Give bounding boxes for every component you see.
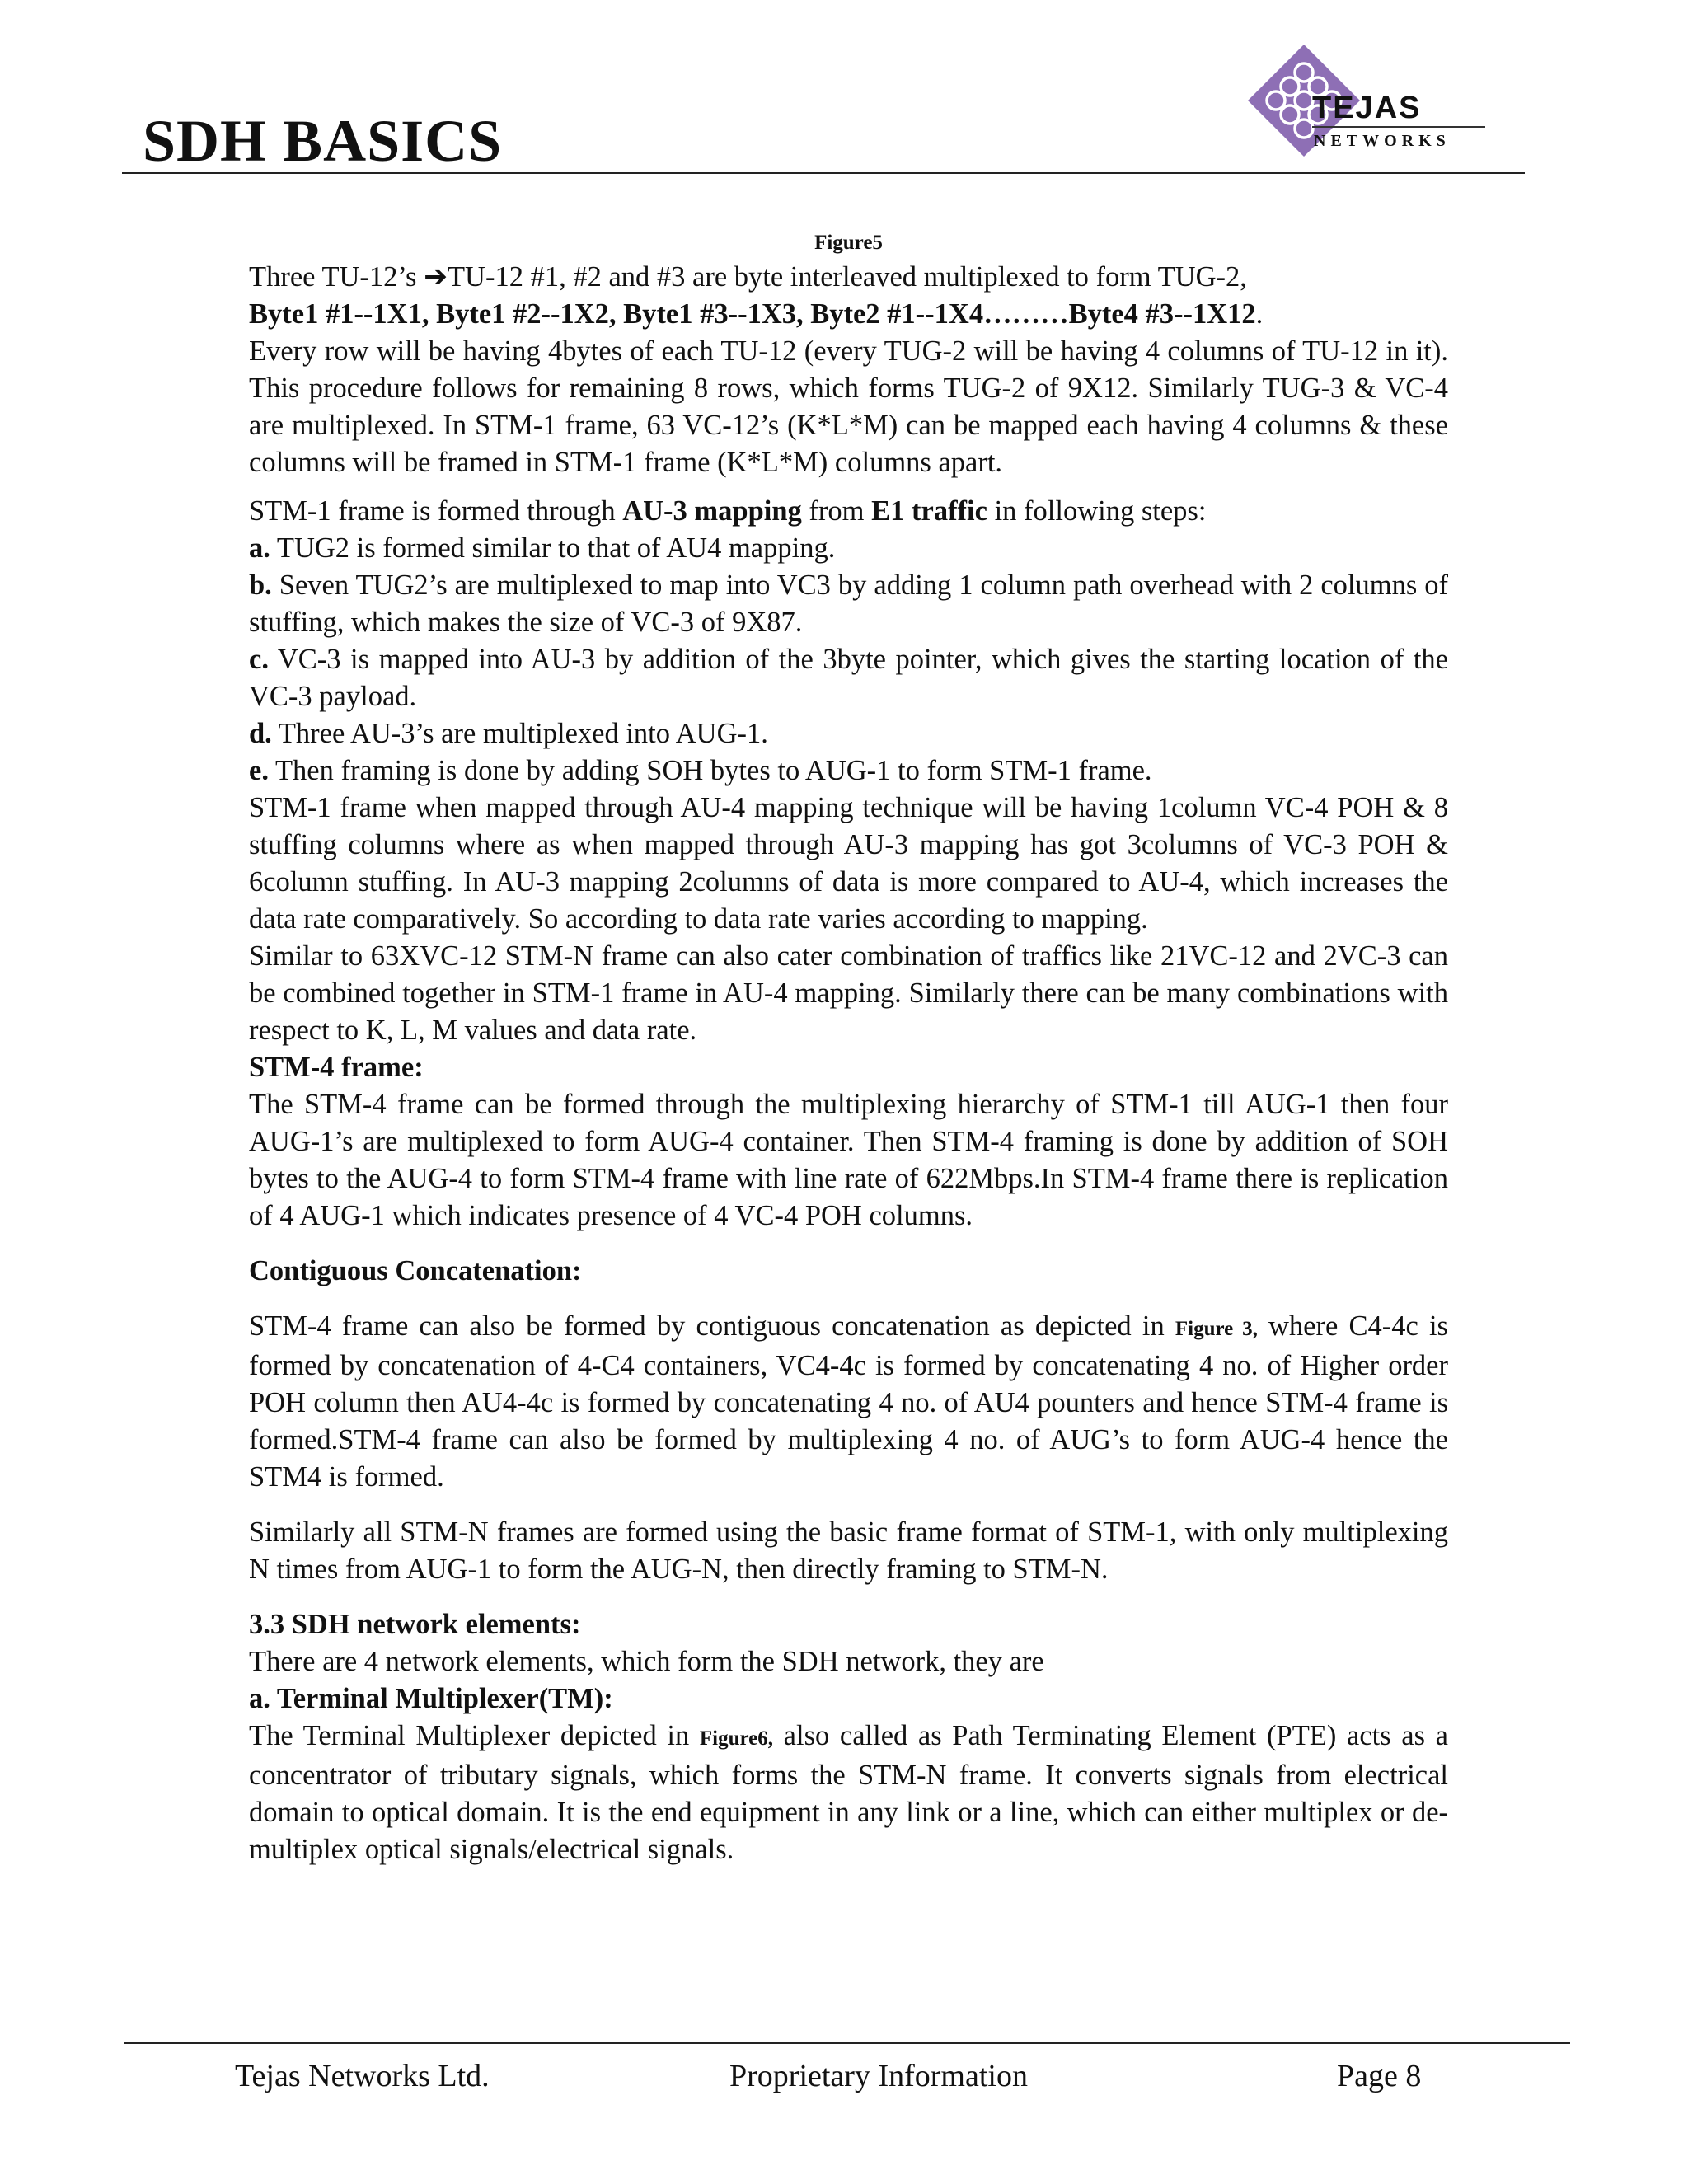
logo-subtitle: NETWORKS [1314,132,1451,150]
heading-contiguous-concatenation [249,1253,1448,1290]
step-label: c. [249,644,269,675]
paragraph-stm-n: Similarly all STM-N frames are formed using the basic frame format of STM-1, with only multiplexing N times from AUG-1 to form the AUG-N, then directly framing to STM-N. [249,1516,1448,1585]
footer-rule [124,2042,1570,2044]
text: STM-4 frame can also be formed by contiguous concatenation as depicted in [249,1310,1175,1342]
text: The Terminal Multiplexer depicted in [249,1720,700,1751]
step-label: a. [249,532,270,564]
heading-terminal-multiplexer [249,1680,1448,1718]
heading-text: 3.3 SDH network elements: [249,1609,581,1640]
text: also called as Path Terminating Element (PTE) acts as a concentrator of tributary signals, which forms the STM-N frame. It converts signals from electrical domain to optical domain. It is the end equipment in any link or a line, which can either multiplex or de-multiplex optical signals/electrical signals. [249,1720,1448,1865]
step-text: VC-3 is mapped into AU-3 by addition of the 3byte pointer, which gives the starting location of the VC-3 payload. [249,644,1448,712]
document-body [249,229,1448,1868]
step-label: d. [249,718,272,749]
figure-reference: Figure 3, [1175,1318,1258,1340]
bold-term: E1 traffic [871,495,987,527]
text: TU-12 #1, #2 and #3 are byte interleaved multiplexed to form TUG-2, [447,261,1247,293]
paragraph-tug2-intro [249,259,1448,333]
heading-stm4-frame [249,1049,1448,1086]
text: where C4-4c is formed by concatenation of 4-C4 containers, VC4-4c is formed by concatenating 4 no. of Higher order POH column then AU4-4c is formed by concatenating 4 no. of AU4 pounters and hence STM-4 frame is formed.STM-4 frame can also be formed by multiplexing 4 no. of AUG’s to form AUG-4 hence the STM4 is formed. [249,1310,1448,1493]
paragraph-network-elements: There are 4 network elements, which form the SDH network, they are [249,1646,1044,1677]
paragraph-concatenation [249,1308,1448,1496]
step-text: TUG2 is formed similar to that of AU4 mapping. [270,532,836,564]
text: STM-1 frame is formed through [249,495,623,527]
footer-proprietary: Proprietary Information [729,2059,1028,2093]
paragraph-tug2-rows: Every row will be having 4bytes of each TU-12 (every TUG-2 will be having 4 columns of TU-12 in it). This procedure follows for remaining 8 rows, which forms TUG-2 of 9X12. Similarly TUG-3 & VC-4 are multiplexed. In STM-1 frame, 63 VC-12’s (K*L*M) can be mapped each having 4 columns & these columns will be framed in STM-1 frame (K*L*M) columns apart. [249,335,1448,478]
text: . [1255,298,1264,330]
text: in following steps: [987,495,1207,527]
footer-company: Tejas Networks Ltd. [235,2059,490,2093]
step-item [249,530,1448,567]
paragraph-stm4: The STM-4 frame can be formed through the multiplexing hierarchy of STM-1 till AUG-1 then four AUG-1’s are multiplexed to form AUG-4 container. Then STM-4 framing is done by addition of SOH bytes to the AUG-4 to form STM-4 frame with line rate of 622Mbps.In STM-4 frame there is replication of 4 AUG-1 which indicates presence of 4 VC-4 POH columns. [249,1089,1448,1231]
step-item [249,752,1448,790]
heading-network-elements [249,1606,1448,1643]
step-text: Three AU-3’s are multiplexed into AUG-1. [271,718,768,749]
footer-page-number: Page 8 [1337,2059,1422,2093]
byte-sequence: Byte1 #1--1X1, Byte1 #2--1X2, Byte1 #3--1X3, Byte2 #1--1X4………Byte4 #3--1X12 [249,298,1256,330]
paragraph-combinations: Similar to 63XVC-12 STM-N frame can also cater combination of traffics like 21VC-12 and 2VC-3 can be combined together in STM-1 frame in AU-4 mapping. Similarly there can be many combinations with respect to K, L, M values and data rate. [249,940,1448,1046]
header-rule [122,172,1525,174]
paragraph-terminal-multiplexer [249,1718,1448,1868]
heading-text: STM-4 frame: [249,1052,424,1083]
arrow-right-icon: ➔ [424,260,448,293]
text: Three TU-12’s [249,261,424,293]
text: from [801,495,872,527]
step-item [249,715,1448,752]
figure-caption: Figure5 [814,232,883,254]
step-label: e. [249,755,269,786]
heading-text: a. Terminal Multiplexer(TM): [249,1683,613,1714]
figure-reference: Figure6, [699,1727,774,1750]
paragraph-au3-intro [249,493,1448,530]
paragraph-au4-vs-au3: STM-1 frame when mapped through AU-4 mapping technique will be having 1column VC-4 POH & 8 stuffing columns where as when mapped through AU-3 mapping has got 3columns of VC-3 POH & 6column stuffing. In AU-3 mapping 2columns of data is more compared to AU-4, which increases the data rate comparatively. So according to data rate varies according to mapping. [249,792,1448,935]
logo-divider [1312,126,1485,128]
heading-text: Contiguous Concatenation: [249,1255,582,1286]
step-item [249,567,1448,641]
page-header-title: SDH BASICS [143,108,503,174]
bold-term: AU-3 mapping [622,495,802,527]
step-item [249,641,1448,715]
step-text: Seven TUG2’s are multiplexed to map into VC3 by adding 1 column path overhead with 2 columns of stuffing, which makes the size of VC-3 of 9X87. [249,569,1448,638]
step-label: b. [249,569,272,601]
step-text: Then framing is done by adding SOH bytes to AUG-1 to form STM-1 frame. [268,755,1152,786]
logo-wordmark: TEJAS [1312,91,1422,125]
